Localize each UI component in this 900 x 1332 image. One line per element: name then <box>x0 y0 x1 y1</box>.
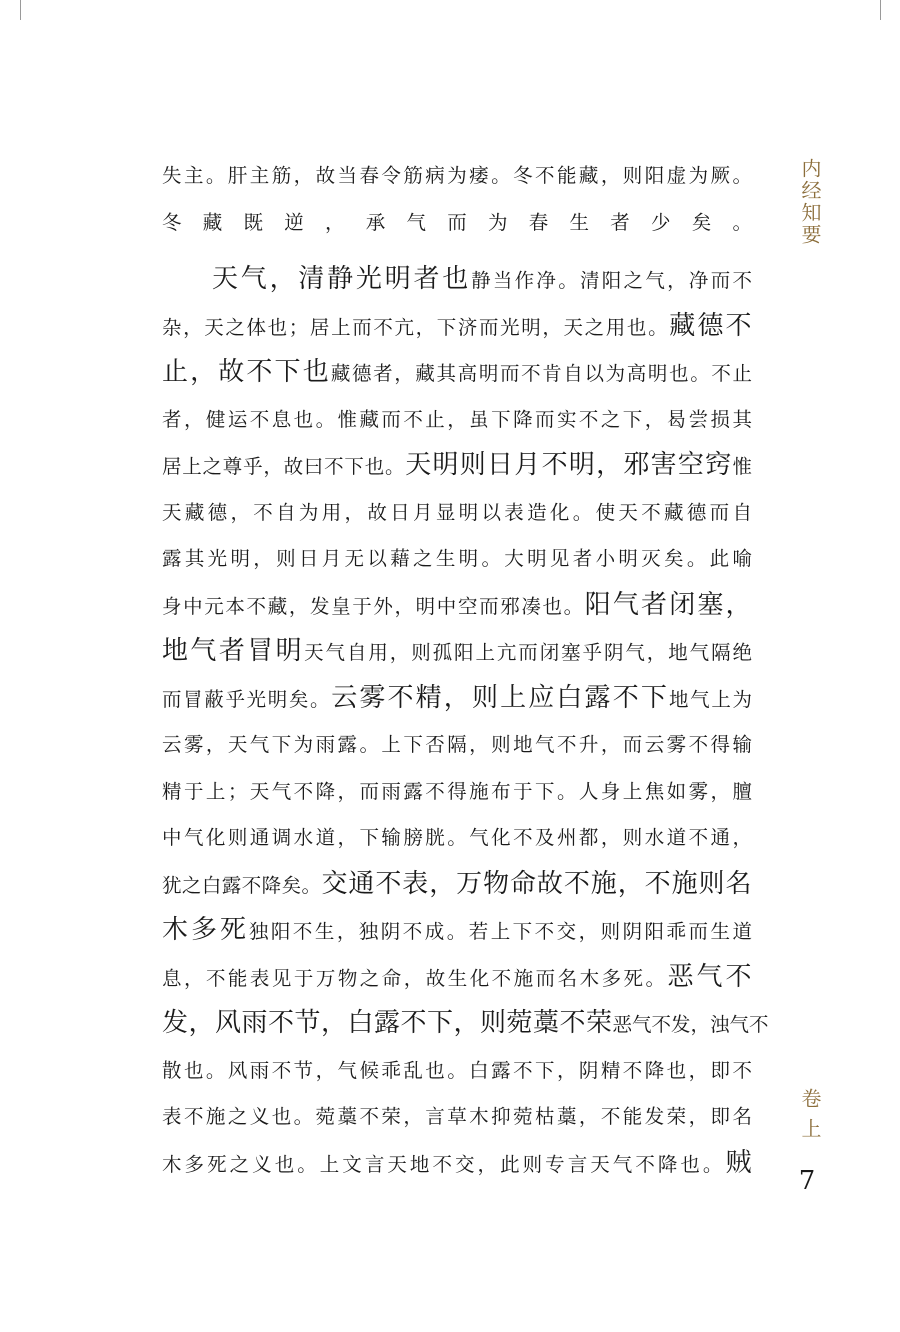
text-line <box>162 396 752 443</box>
commentary-text: 恶气不发，浊气不 <box>612 1013 769 1036</box>
crop-mark-top-left <box>20 0 21 20</box>
main-text: 恶气不 <box>667 961 752 992</box>
page-text <box>162 152 769 1186</box>
text-line <box>162 721 752 768</box>
commentary-text: 露其光明，则日月无以藉之生明。大明见者小明灭矣。此喻 <box>162 547 752 570</box>
commentary-text: 木多死之义也。上文言天地不交，此则专言天气不降也。 <box>162 1152 726 1176</box>
text-line <box>162 1140 752 1187</box>
commentary-text: 犹之白露不降矣。 <box>162 873 322 897</box>
text-line <box>162 489 752 536</box>
text-line <box>162 442 752 489</box>
commentary-text: 云雾，天气下为雨露。上下否隔，则地气不升，而云雾不得输 <box>162 733 752 756</box>
text-line <box>162 768 752 815</box>
commentary-text: 天藏德，不自为用，故日月显明以表造化。使天不藏德而自 <box>162 500 752 524</box>
main-text: 发，风雨不节，白露不下，则菀藁不荣 <box>162 1008 613 1038</box>
commentary-text: 者，健运不息也。惟藏而不止，虽下降而实不之下，曷尝损其 <box>162 407 752 431</box>
commentary-text: 息，不能表见于万物之命，故生化不施而名木多死。 <box>162 966 668 990</box>
text-line <box>162 861 752 908</box>
text-line <box>162 954 752 1001</box>
commentary-text: 失主。肝主筋，故当春令筋病为痿。冬不能藏，则阳虚为厥。 <box>162 164 752 187</box>
commentary-text: 静当作净。清阳之气，净而不 <box>471 269 752 292</box>
main-text: 地气者冒明 <box>162 636 305 666</box>
main-text: 天气，清静光明者也 <box>212 264 472 294</box>
main-text: 止，故不下也 <box>162 357 331 387</box>
text-line <box>162 907 752 954</box>
commentary-text: 中气化则通调水道，下输膀胱。气化不及州都，则水道不通， <box>162 826 752 849</box>
text-line <box>162 814 752 861</box>
main-text: 交通不表，万物命故不施，不施则名 <box>321 868 752 899</box>
text-line <box>162 675 752 722</box>
commentary-text: 身中元本不藏，发皇于外，明中空而邪凑也。 <box>162 594 585 618</box>
main-text: 阳气者闭塞， <box>584 589 752 620</box>
main-text: 木多死 <box>162 915 249 945</box>
text-line <box>162 1000 769 1047</box>
text-line <box>162 628 752 675</box>
commentary-text: 表不施之义也。菀藁不荣，言草木抑菀枯藁，不能发荣，即名 <box>162 1105 752 1128</box>
text-line <box>162 1047 752 1094</box>
text-line <box>162 1093 752 1140</box>
text-line <box>162 152 752 199</box>
volume-label: 卷上 <box>798 1088 822 1148</box>
main-text: 贼 <box>725 1147 752 1178</box>
main-text: 天明则日月不明，邪害空窍 <box>405 450 733 480</box>
commentary-text: 惟 <box>732 455 752 478</box>
commentary-text: 天气自用，则孤阳上亢而闭塞乎阴气，地气隔绝 <box>304 641 752 664</box>
main-text: 云雾不精，则上应白露不下 <box>331 682 670 713</box>
text-line <box>162 535 752 582</box>
commentary-text: 精于上；天气不降，而雨露不得施布于下。人身上焦如雾，膻 <box>162 779 752 803</box>
commentary-text: 冬藏既逆，承气而为春生者少矣。 <box>162 210 752 234</box>
commentary-text: 藏德者，藏其高明而不肯自以为高明也。不止 <box>330 362 752 385</box>
page-number: 7 <box>798 1166 816 1196</box>
text-line <box>162 303 752 350</box>
commentary-text: 而冒蔽乎光明矣。 <box>162 687 332 711</box>
commentary-text: 地气上为 <box>669 687 752 711</box>
commentary-text: 杂，天之体也；居上而不亢，下济而光明，天之用也。 <box>162 315 670 339</box>
text-line <box>162 349 752 396</box>
text-line <box>162 199 752 246</box>
commentary-text: 散也。风雨不节，气候乖乱也。白露不下，阴精不降也，即不 <box>162 1058 752 1082</box>
commentary-text: 独阳不生，独阴不成。若上下不交，则阴阳乖而生道 <box>248 920 752 943</box>
commentary-text: 居上之尊乎，故曰不下也。 <box>162 455 406 478</box>
crop-mark-top-right <box>880 0 881 20</box>
running-title: 内经知要 <box>798 158 822 246</box>
main-text: 藏德不 <box>669 310 752 341</box>
text-line <box>162 582 752 629</box>
text-line <box>162 256 752 303</box>
